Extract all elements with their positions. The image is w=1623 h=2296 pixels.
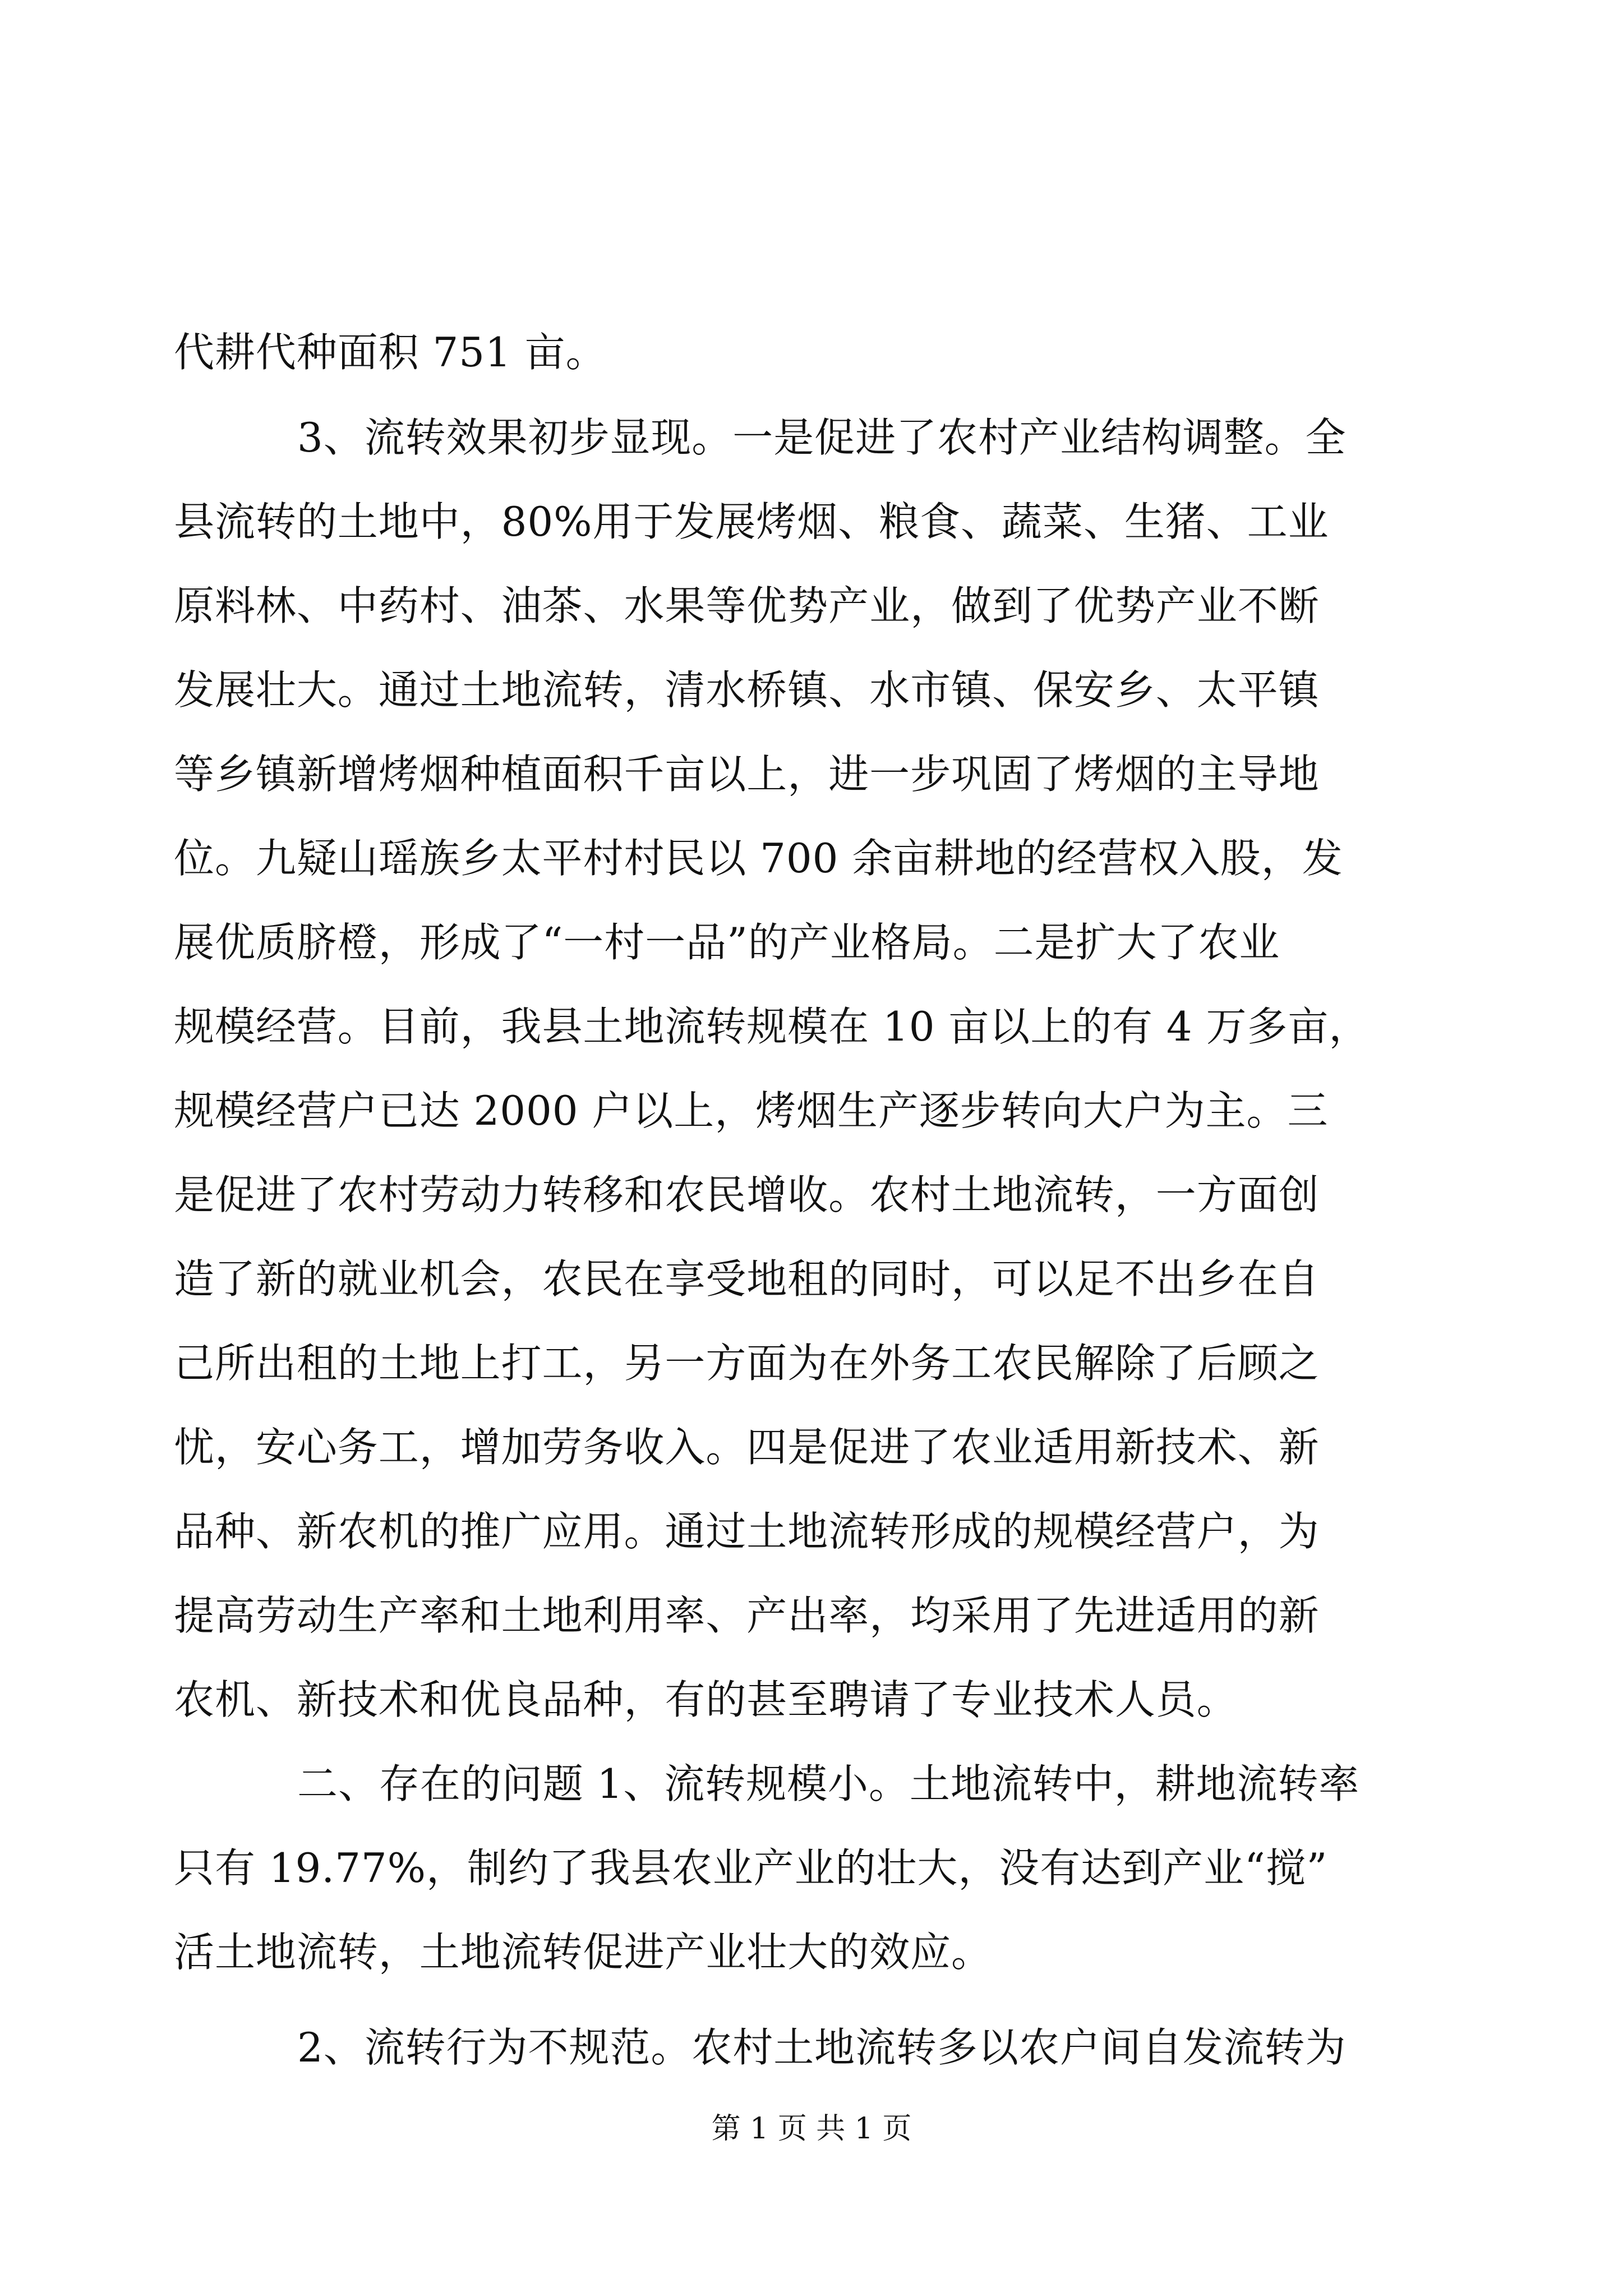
body-text-line: 造了新的就业机会，农民在享受地租的同时，可以足不出乡在自 <box>174 1255 1320 1303</box>
body-text-line: 己所出租的土地上打工，另一方面为在外务工农民解除了后顾之 <box>174 1340 1320 1387</box>
body-text-line: 提高劳动生产率和土地利用率、产出率，均采用了先进适用的新 <box>174 1592 1320 1639</box>
body-text-line: 位。九疑山瑶族乡太平村村民以 700 余亩耕地的经营权入股，发 <box>174 835 1343 882</box>
body-text-line: 农机、新技术和优良品种，有的甚至聘请了专业技术人员。 <box>174 1676 1238 1723</box>
body-text-line: 只有 19.77%，制约了我县农业产业的壮大，没有达到产业“搅” <box>174 1844 1328 1892</box>
paragraph-first-line: 2、流转行为不规范。农村土地流转多以农户间自发流转为 <box>297 2024 1347 2071</box>
body-text-line: 等乡镇新增烤烟种植面积千亩以上，进一步巩固了烤烟的主导地 <box>174 751 1320 798</box>
body-text-line: 代耕代种面积 751 亩。 <box>174 329 607 376</box>
paragraph-first-line: 二、存在的问题 1、流转规模小。土地流转中，耕地流转率 <box>297 1760 1360 1807</box>
body-text-line: 发展壮大。通过土地流转，清水桥镇、水市镇、保安乡、太平镇 <box>174 666 1320 714</box>
body-text-line: 忧，安心务工，增加劳务收入。四是促进了农业适用新技术、新 <box>174 1424 1320 1471</box>
paragraph-first-line: 3、流转效果初步显现。一是促进了农村产业结构调整。全 <box>297 414 1347 461</box>
body-text-line: 活土地流转，土地流转促进产业壮大的效应。 <box>174 1929 993 1976</box>
body-text-line: 县流转的土地中，80%用于发展烤烟、粮食、蔬菜、生猪、工业 <box>174 498 1329 545</box>
body-text-line: 规模经营。目前，我县土地流转规模在 10 亩以上的有 4 万多亩， <box>174 1003 1370 1050</box>
body-text-line: 规模经营户已达 2000 户以上，烤烟生产逐步转向大户为主。三 <box>174 1087 1329 1134</box>
body-text-line: 展优质脐橙，形成了“一村一品”的产业格局。二是扩大了农业 <box>174 919 1280 966</box>
body-text-line: 原料林、中药村、油茶、水果等优势产业，做到了优势产业不断 <box>174 582 1320 629</box>
page-number-footer: 第 1 页 共 1 页 <box>711 2112 912 2146</box>
body-text-line: 品种、新农机的推广应用。通过土地流转形成的规模经营户，为 <box>174 1508 1320 1555</box>
body-text-line: 是促进了农村劳动力转移和农民增收。农村土地流转，一方面创 <box>174 1171 1320 1218</box>
